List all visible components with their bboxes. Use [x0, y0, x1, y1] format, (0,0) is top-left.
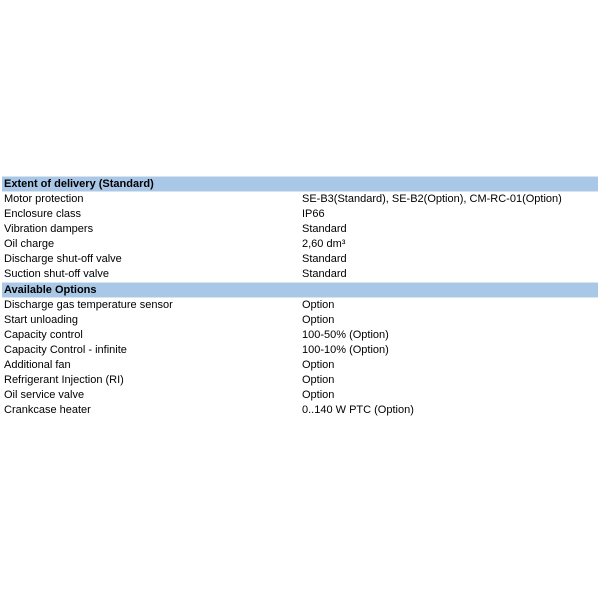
row-label: Suction shut-off valve — [4, 268, 109, 280]
row-label: Discharge shut-off valve — [4, 253, 122, 265]
table-row — [2, 237, 598, 252]
section-header-available-options: Available Options — [2, 282, 598, 298]
table-row — [2, 222, 598, 237]
row-label: Crankcase heater — [4, 404, 91, 416]
row-label: Motor protection — [4, 193, 84, 205]
table-row — [2, 207, 598, 222]
table-row — [2, 267, 598, 282]
section-header-extent-of-delivery: Extent of delivery (Standard) — [2, 176, 598, 192]
row-label: Discharge gas temperature sensor — [4, 299, 173, 311]
table-row — [2, 343, 598, 358]
row-label: Start unloading — [4, 314, 78, 326]
row-value: Option — [302, 314, 335, 326]
row-label: Capacity Control - infinite — [4, 344, 127, 356]
row-value: Standard — [302, 223, 347, 235]
spec-table — [2, 176, 598, 418]
row-value: 100-50% (Option) — [302, 329, 389, 341]
row-value: Option — [302, 374, 335, 386]
table-row — [2, 192, 598, 207]
row-value: Option — [302, 359, 335, 371]
row-value: 2,60 dm³ — [302, 238, 346, 250]
table-row — [2, 328, 598, 343]
row-label: Enclosure class — [4, 208, 82, 220]
row-value: Option — [302, 299, 335, 311]
table-row — [2, 403, 598, 418]
row-value: 100-10% (Option) — [302, 344, 389, 356]
row-label: Refrigerant Injection (RI) — [4, 374, 124, 386]
table-row — [2, 373, 598, 388]
row-label: Oil service valve — [4, 389, 85, 401]
table-row — [2, 298, 598, 313]
table-row — [2, 313, 598, 328]
row-label: Vibration dampers — [4, 223, 94, 235]
row-value: 0..140 W PTC (Option) — [302, 404, 414, 416]
table-row — [2, 252, 598, 267]
row-value: Standard — [302, 253, 347, 265]
row-label: Additional fan — [4, 359, 71, 371]
row-label: Oil charge — [4, 238, 55, 250]
row-value: SE-B3(Standard), SE-B2(Option), CM-RC-01(Option) — [302, 193, 562, 205]
row-value: Standard — [302, 268, 347, 280]
row-value: IP66 — [302, 208, 325, 220]
row-value: Option — [302, 389, 335, 401]
table-row — [2, 358, 598, 373]
table-row — [2, 388, 598, 403]
row-label: Capacity control — [4, 329, 83, 341]
